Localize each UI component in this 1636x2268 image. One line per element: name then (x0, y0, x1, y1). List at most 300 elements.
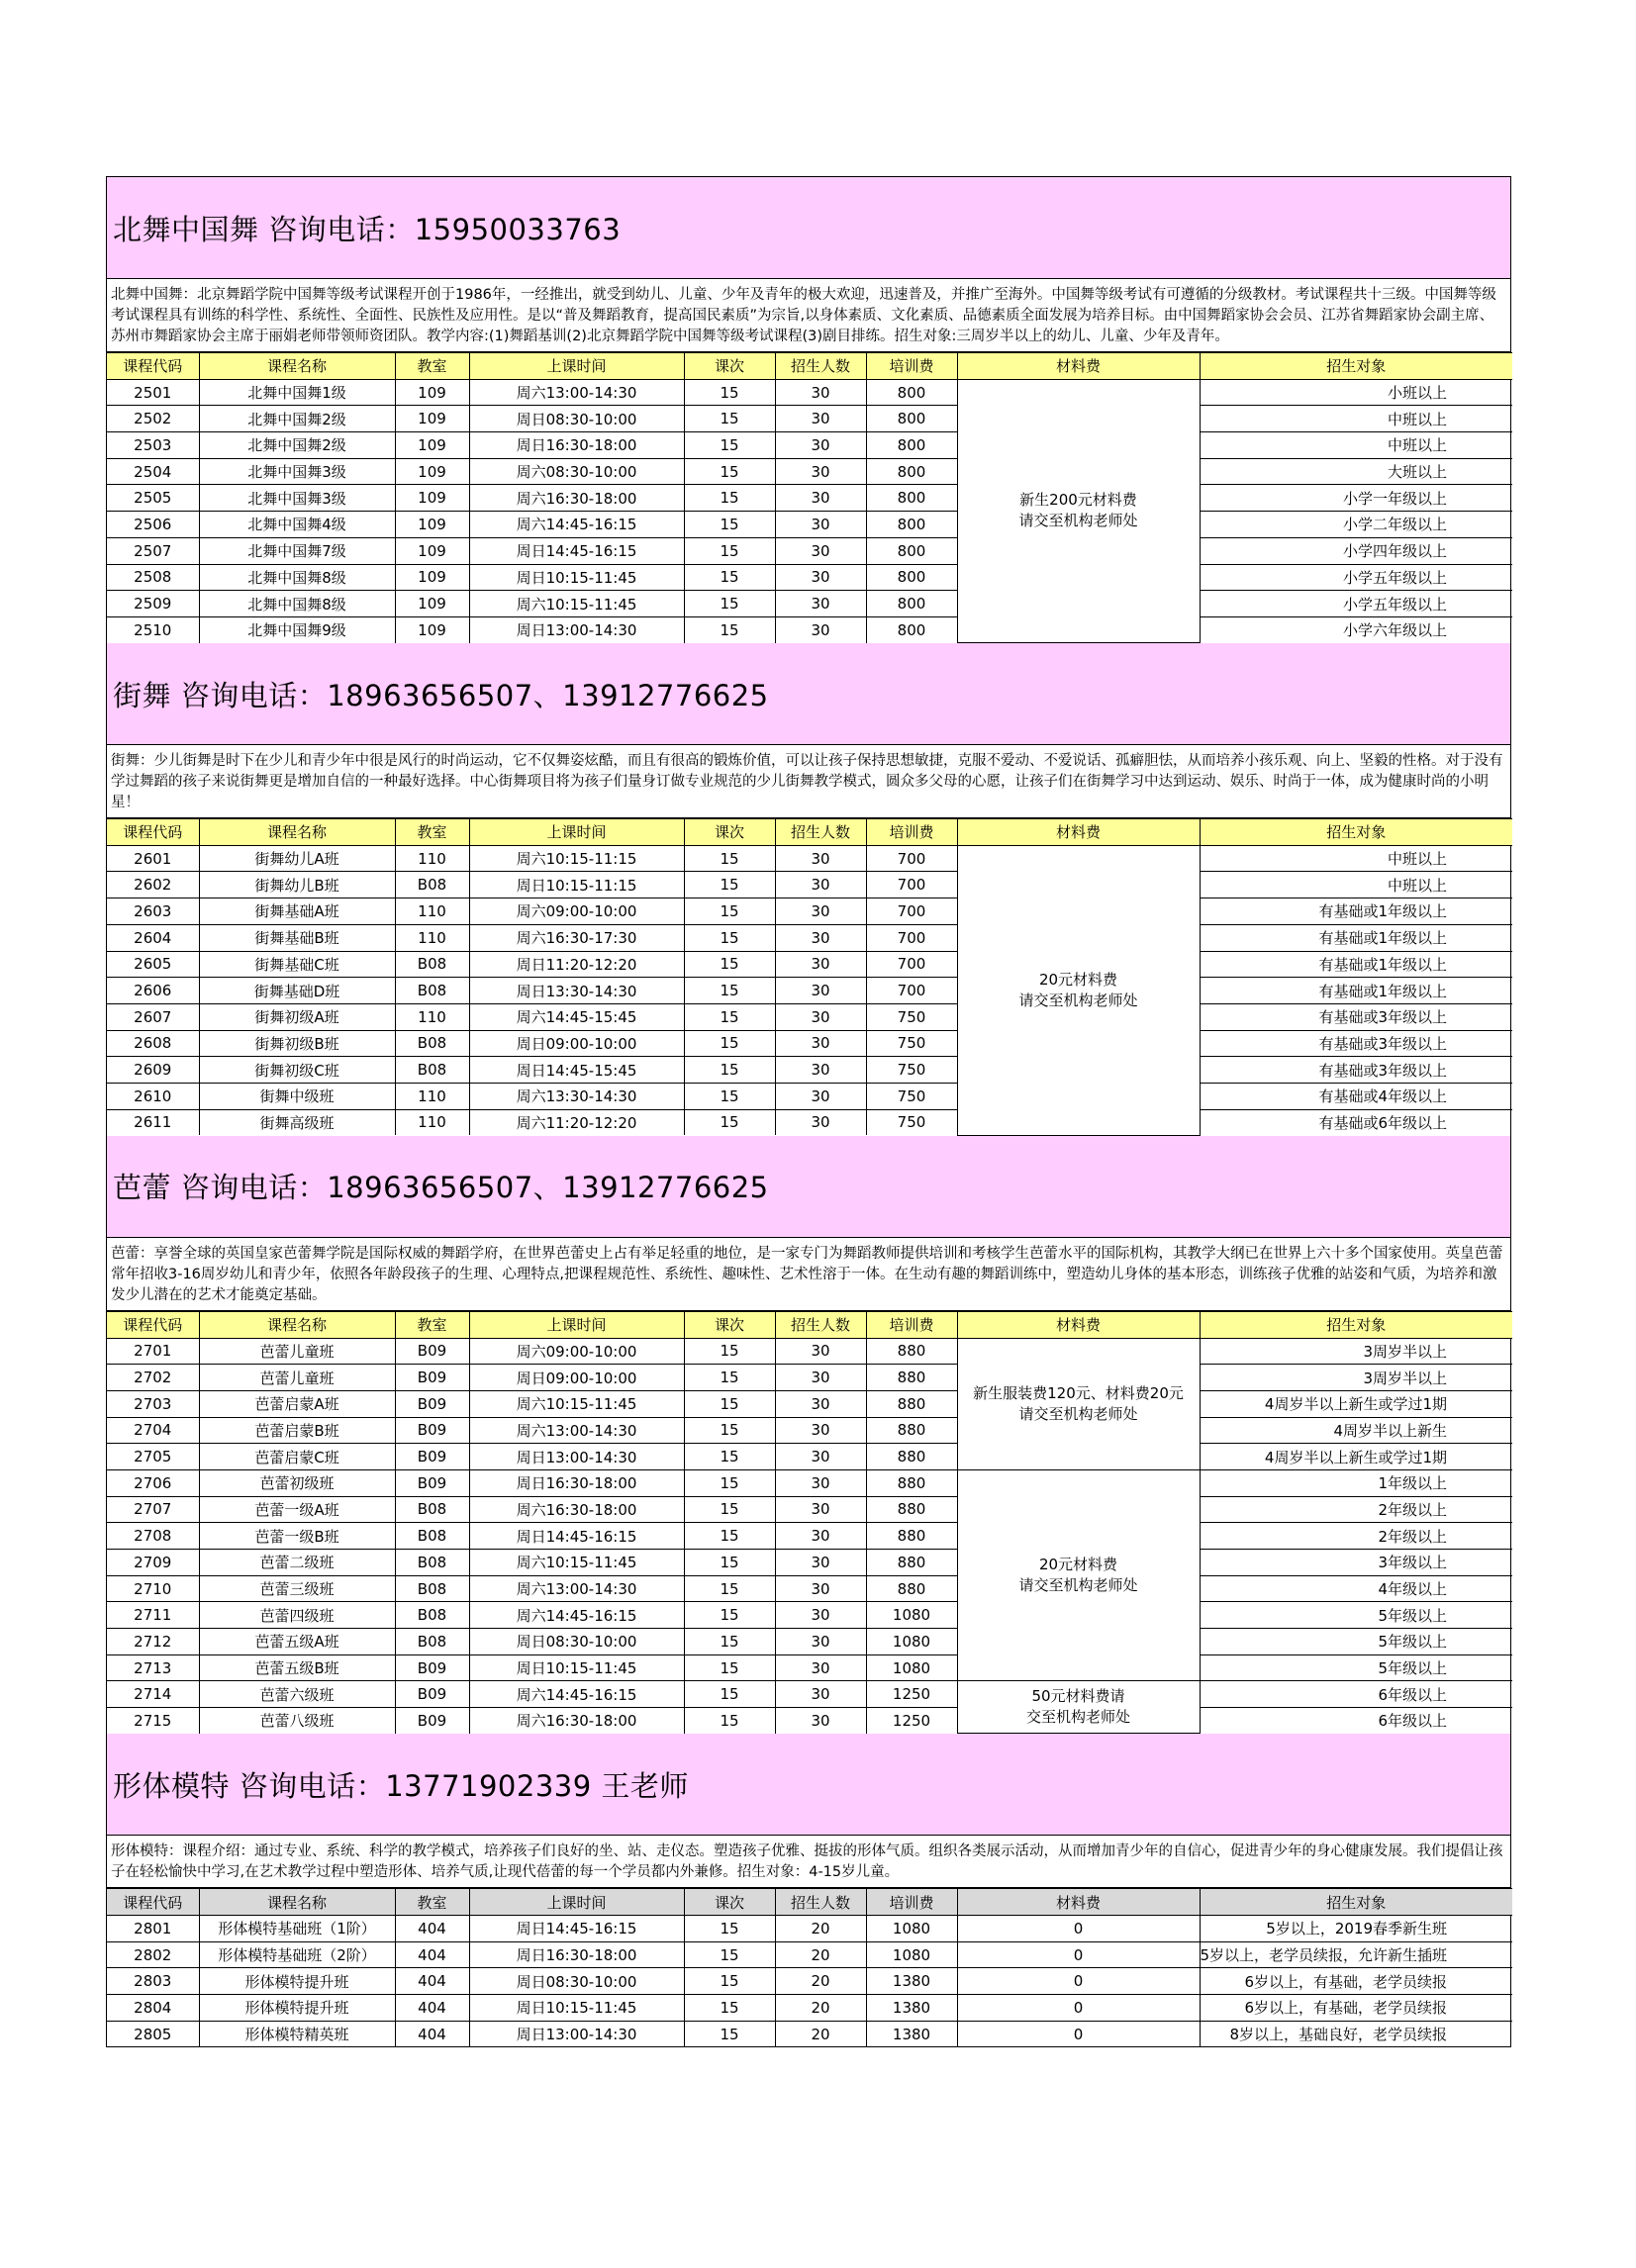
course-code: 2608 (107, 1030, 199, 1057)
course-code: 2713 (107, 1654, 199, 1681)
tuition-fee: 1380 (866, 2021, 957, 2046)
course-code: 2804 (107, 1995, 199, 2022)
classroom: B09 (395, 1444, 469, 1470)
table-row (107, 1654, 1512, 1681)
sessions: 15 (684, 1575, 775, 1602)
column-header: 招生人数 (775, 819, 866, 846)
enrollment: 30 (775, 1365, 866, 1391)
sessions: 15 (684, 1681, 775, 1708)
column-header: 培训费 (866, 1889, 957, 1916)
class-time: 周六16:30-18:00 (469, 485, 684, 512)
classroom: B09 (395, 1365, 469, 1391)
table-row (107, 485, 1512, 512)
course-code: 2502 (107, 406, 199, 432)
course-name: 北舞中国舞8级 (199, 591, 395, 617)
class-time: 周六13:30-14:30 (469, 1083, 684, 1109)
sessions: 15 (684, 1083, 775, 1109)
classroom: 109 (395, 616, 469, 642)
material-fee: 0 (957, 1941, 1200, 1968)
course-name: 街舞初级A班 (199, 1003, 395, 1030)
section-title: 芭蕾 咨询电话：18963656507、13912776625 (107, 1136, 1510, 1238)
material-fee-line: 新生200元材料费 (1019, 491, 1137, 510)
course-name: 街舞中级班 (199, 1083, 395, 1109)
enrollment: 30 (775, 564, 866, 591)
column-header: 招生人数 (775, 353, 866, 380)
tuition-fee: 1250 (866, 1708, 957, 1734)
classroom: B08 (395, 1629, 469, 1655)
enrollment: 30 (775, 432, 866, 459)
course-code: 2605 (107, 951, 199, 978)
target-students: 小学四年级以上 (1200, 537, 1512, 564)
target-students: 3年级以上 (1200, 1550, 1512, 1576)
target-students: 2年级以上 (1200, 1523, 1512, 1550)
class-time: 周六10:15-11:45 (469, 1390, 684, 1417)
material-fee-line: 新生服装费120元、材料费20元 (973, 1383, 1184, 1402)
target-students: 有基础或1年级以上 (1200, 924, 1512, 951)
column-header: 课程代码 (107, 819, 199, 846)
column-header: 材料费 (957, 819, 1200, 846)
table-row (107, 1995, 1512, 2022)
enrollment: 30 (775, 406, 866, 432)
classroom: B08 (395, 1602, 469, 1629)
classroom: B08 (395, 1496, 469, 1523)
class-time: 周日08:30-10:00 (469, 1968, 684, 1995)
classroom: B08 (395, 1030, 469, 1057)
table-row (107, 1390, 1512, 1417)
course-name: 芭蕾启蒙C班 (199, 1444, 395, 1470)
course-code: 2801 (107, 1916, 199, 1942)
column-header: 招生对象 (1200, 819, 1512, 846)
course-code: 2802 (107, 1941, 199, 1968)
tuition-fee: 700 (866, 845, 957, 872)
enrollment: 30 (775, 1496, 866, 1523)
column-header: 上课时间 (469, 1311, 684, 1338)
classroom: 110 (395, 1109, 469, 1135)
column-header: 教室 (395, 1311, 469, 1338)
tuition-fee: 750 (866, 1003, 957, 1030)
enrollment: 30 (775, 1523, 866, 1550)
course-code: 2709 (107, 1550, 199, 1576)
column-header: 教室 (395, 1889, 469, 1916)
table-row (107, 1708, 1512, 1734)
target-students: 6年级以上 (1200, 1708, 1512, 1734)
course-name: 芭蕾儿童班 (199, 1365, 395, 1391)
class-time: 周日16:30-18:00 (469, 1941, 684, 1968)
sessions: 15 (684, 1417, 775, 1444)
column-header: 课程代码 (107, 1889, 199, 1916)
table-row (107, 1941, 1512, 1968)
classroom: 109 (395, 512, 469, 538)
target-students: 1年级以上 (1200, 1469, 1512, 1496)
enrollment: 20 (775, 2021, 866, 2046)
course-name: 街舞幼儿B班 (199, 872, 395, 898)
course-table (107, 352, 1512, 643)
enrollment: 30 (775, 1681, 866, 1708)
target-students: 8岁以上，基础良好，老学员续报 (1200, 2021, 1512, 2046)
material-fee-line: 20元材料费 (1038, 970, 1118, 989)
tuition-fee: 880 (866, 1469, 957, 1496)
course-name: 形体模特提升班 (199, 1968, 395, 1995)
sessions: 15 (684, 845, 775, 872)
sessions: 15 (684, 1941, 775, 1968)
table-row (107, 537, 1512, 564)
tuition-fee: 800 (866, 591, 957, 617)
material-fee-line: 请交至机构老师处 (1018, 1404, 1138, 1423)
column-header: 课程名称 (199, 819, 395, 846)
section-intro: 芭蕾：享誉全球的英国皇家芭蕾舞学院是国际权威的舞蹈学府，在世界芭蕾史上占有举足轻重的地位，是一家专门为舞蹈教师提供培训和考核学生芭蕾水平的国际机构，其教学大纲已在世界上六十多个国家使用。英皇芭蕾常年招收3-16周岁幼儿和青少年，依照各年龄段孩子的生理、心理特点,把课程规范性、系统性、趣味性、艺术性溶于一体。在生动有趣的舞蹈训练中，塑造幼儿身体的基本形态，训练孩子优雅的站姿和气质，为培养和激发少儿潜在的艺术才能奠定基础。 (107, 1238, 1510, 1311)
column-header: 招生对象 (1200, 1311, 1512, 1338)
schedule-sheet (106, 176, 1511, 2047)
table-row (107, 1575, 1512, 1602)
column-header: 材料费 (957, 353, 1200, 380)
classroom: 404 (395, 2021, 469, 2046)
table-row (107, 1003, 1512, 1030)
course-name: 街舞高级班 (199, 1109, 395, 1135)
course-code: 2715 (107, 1708, 199, 1734)
classroom: 109 (395, 591, 469, 617)
target-students: 6岁以上，有基础，老学员续报 (1200, 1968, 1512, 1995)
course-name: 芭蕾四级班 (199, 1602, 395, 1629)
sessions: 15 (684, 1654, 775, 1681)
section-intro: 北舞中国舞：北京舞蹈学院中国舞等级考试课程开创于1986年，一经推出，就受到幼儿、儿童、少年及青年的极大欢迎，迅速普及，并推广至海外。中国舞等级考试有可遵循的分级教材。考试课程共十三级。中国舞等级考试课程具有训练的科学性、系统性、全面性、民族性及应用性。是以“普及舞蹈教育，提高国民素质”为宗旨,以身体素质、文化素质、品德素质全面发展为培养目标。由中国舞蹈家协会会员、江苏省舞蹈家协会副主席、苏州市舞蹈家协会主席于丽娟老师带领师资团队。教学内容:(1)舞蹈基训(2)北京舞蹈学院中国舞等级考试课程(3)剧目排练。招生对象:三周岁半以上的幼儿、儿童、少年及青年。 (107, 279, 1510, 352)
sessions: 15 (684, 872, 775, 898)
target-students: 小学五年级以上 (1200, 564, 1512, 591)
course-code: 2707 (107, 1496, 199, 1523)
target-students: 小学一年级以上 (1200, 485, 1512, 512)
enrollment: 30 (775, 1390, 866, 1417)
sessions: 15 (684, 1469, 775, 1496)
class-time: 周日14:45-15:45 (469, 1057, 684, 1084)
table-row (107, 1496, 1512, 1523)
course-table (107, 1311, 1512, 1735)
course-code: 2607 (107, 1003, 199, 1030)
sessions: 15 (684, 1708, 775, 1734)
course-code: 2703 (107, 1390, 199, 1417)
course-name: 北舞中国舞7级 (199, 537, 395, 564)
class-time: 周日10:15-11:45 (469, 1654, 684, 1681)
header-row (107, 353, 1512, 380)
target-students: 有基础或3年级以上 (1200, 1003, 1512, 1030)
course-code: 2503 (107, 432, 199, 459)
target-students: 小学六年级以上 (1200, 616, 1512, 642)
target-students: 3周岁半以上 (1200, 1338, 1512, 1365)
sessions: 15 (684, 537, 775, 564)
target-students: 大班以上 (1200, 458, 1512, 485)
enrollment: 30 (775, 978, 866, 1004)
column-header: 培训费 (866, 819, 957, 846)
course-section (106, 1136, 1511, 1735)
table-row (107, 1338, 1512, 1365)
class-time: 周日08:30-10:00 (469, 406, 684, 432)
sessions: 15 (684, 1496, 775, 1523)
classroom: B09 (395, 1654, 469, 1681)
enrollment: 30 (775, 1057, 866, 1084)
target-students: 5年级以上 (1200, 1629, 1512, 1655)
section-intro: 街舞：少儿街舞是时下在少儿和青少年中很是风行的时尚运动，它不仅舞姿炫酷，而且有很高的锻炼价值，可以让孩子保持思想敏捷，克服不爱动、不爱说话、孤癖胆怯，从而培养小孩乐观、向上、坚毅的性格。对于没有学过舞蹈的孩子来说街舞更是增加自信的一种最好选择。中心街舞项目将为孩子们量身订做专业规范的少儿街舞教学模式，圆众多父母的心愿，让孩子们在街舞学习中达到运动、娱乐、时尚于一体，成为健康时尚的小明星！ (107, 745, 1510, 818)
section-title: 街舞 咨询电话：18963656507、13912776625 (107, 643, 1510, 745)
target-students: 有基础或3年级以上 (1200, 1030, 1512, 1057)
tuition-fee: 880 (866, 1417, 957, 1444)
column-header: 材料费 (957, 1311, 1200, 1338)
class-time: 周日16:30-18:00 (469, 1469, 684, 1496)
classroom: B08 (395, 1057, 469, 1084)
table-row (107, 1057, 1512, 1084)
class-time: 周六09:00-10:00 (469, 898, 684, 925)
course-code: 2602 (107, 872, 199, 898)
material-fee: 0 (957, 1995, 1200, 2022)
material-fee (957, 1469, 1200, 1681)
sessions: 15 (684, 1109, 775, 1135)
course-name: 北舞中国舞2级 (199, 432, 395, 459)
target-students: 有基础或1年级以上 (1200, 978, 1512, 1004)
course-name: 街舞基础D班 (199, 978, 395, 1004)
course-name: 北舞中国舞4级 (199, 512, 395, 538)
course-name: 芭蕾启蒙A班 (199, 1390, 395, 1417)
sessions: 15 (684, 1003, 775, 1030)
course-code: 2610 (107, 1083, 199, 1109)
classroom: 110 (395, 924, 469, 951)
tuition-fee: 800 (866, 458, 957, 485)
tuition-fee: 750 (866, 1030, 957, 1057)
column-header: 培训费 (866, 353, 957, 380)
target-students: 5岁以上，2019春季新生班 (1200, 1916, 1512, 1942)
enrollment: 30 (775, 1629, 866, 1655)
material-fee: 0 (957, 2021, 1200, 2046)
tuition-fee: 800 (866, 564, 957, 591)
sessions: 15 (684, 1995, 775, 2022)
enrollment: 20 (775, 1968, 866, 1995)
table-row (107, 564, 1512, 591)
classroom: B08 (395, 1575, 469, 1602)
classroom: 404 (395, 1941, 469, 1968)
table-row (107, 1417, 1512, 1444)
course-code: 2705 (107, 1444, 199, 1470)
sessions: 15 (684, 591, 775, 617)
column-header: 课程代码 (107, 1311, 199, 1338)
tuition-fee: 1380 (866, 1968, 957, 1995)
class-time: 周六16:30-17:30 (469, 924, 684, 951)
course-code: 2803 (107, 1968, 199, 1995)
target-students: 有基础或6年级以上 (1200, 1109, 1512, 1135)
column-header: 课次 (684, 1889, 775, 1916)
class-time: 周六08:30-10:00 (469, 458, 684, 485)
course-name: 北舞中国舞1级 (199, 379, 395, 406)
column-header: 招生对象 (1200, 353, 1512, 380)
enrollment: 30 (775, 485, 866, 512)
table-row (107, 1968, 1512, 1995)
course-code: 2501 (107, 379, 199, 406)
target-students: 2年级以上 (1200, 1496, 1512, 1523)
tuition-fee: 700 (866, 951, 957, 978)
classroom: B08 (395, 951, 469, 978)
tuition-fee: 750 (866, 1109, 957, 1135)
table-row (107, 379, 1512, 406)
course-code: 2708 (107, 1523, 199, 1550)
course-name: 街舞基础B班 (199, 924, 395, 951)
class-time: 周日14:45-16:15 (469, 1916, 684, 1942)
target-students: 4周岁半以上新生 (1200, 1417, 1512, 1444)
classroom: B09 (395, 1338, 469, 1365)
material-fee-line: 请交至机构老师处 (1018, 512, 1138, 530)
classroom: B08 (395, 978, 469, 1004)
course-code: 2601 (107, 845, 199, 872)
class-time: 周六16:30-18:00 (469, 1708, 684, 1734)
sessions: 15 (684, 406, 775, 432)
target-students: 有基础或1年级以上 (1200, 951, 1512, 978)
column-header: 课程名称 (199, 353, 395, 380)
target-students: 小学五年级以上 (1200, 591, 1512, 617)
class-time: 周日09:00-10:00 (469, 1030, 684, 1057)
table-row (107, 951, 1512, 978)
class-time: 周六10:15-11:15 (469, 845, 684, 872)
tuition-fee: 800 (866, 406, 957, 432)
table-row (107, 1109, 1512, 1135)
column-header: 课程名称 (199, 1311, 395, 1338)
target-students: 小学二年级以上 (1200, 512, 1512, 538)
material-fee (957, 379, 1200, 642)
enrollment: 30 (775, 1444, 866, 1470)
table-row (107, 1629, 1512, 1655)
enrollment: 20 (775, 1995, 866, 2022)
table-row (107, 872, 1512, 898)
column-header: 上课时间 (469, 353, 684, 380)
sessions: 15 (684, 616, 775, 642)
header-row (107, 1889, 1512, 1916)
course-name: 芭蕾启蒙B班 (199, 1417, 395, 1444)
tuition-fee: 880 (866, 1390, 957, 1417)
enrollment: 30 (775, 1003, 866, 1030)
course-name: 街舞基础C班 (199, 951, 395, 978)
column-header: 培训费 (866, 1311, 957, 1338)
course-code: 2606 (107, 978, 199, 1004)
sessions: 15 (684, 1523, 775, 1550)
enrollment: 30 (775, 616, 866, 642)
course-name: 形体模特提升班 (199, 1995, 395, 2022)
enrollment: 30 (775, 1083, 866, 1109)
tuition-fee: 1080 (866, 1602, 957, 1629)
target-students: 5年级以上 (1200, 1654, 1512, 1681)
table-row (107, 1523, 1512, 1550)
course-section (106, 176, 1511, 643)
course-name: 形体模特基础班（1阶） (199, 1916, 395, 1942)
enrollment: 30 (775, 1654, 866, 1681)
tuition-fee: 1080 (866, 1941, 957, 1968)
class-time: 周六14:45-16:15 (469, 512, 684, 538)
classroom: B09 (395, 1417, 469, 1444)
table-row (107, 406, 1512, 432)
section-intro: 形体模特：课程介绍：通过专业、系统、科学的教学模式，培养孩子们良好的坐、站、走仪态。塑造孩子优雅、挺拔的形体气质。组织各类展示活动，从而增加青少年的自信心，促进青少年的身心健康发展。我们提倡让孩子在轻松愉快中学习,在艺术教学过程中塑造形体、培养气质,让现代蓓蕾的每一个学员都内外兼修。招生对象：4-15岁儿童。 (107, 1836, 1510, 1888)
course-code: 2505 (107, 485, 199, 512)
material-fee (957, 1681, 1200, 1734)
column-header: 课次 (684, 1311, 775, 1338)
course-name: 芭蕾儿童班 (199, 1338, 395, 1365)
target-students: 有基础或4年级以上 (1200, 1083, 1512, 1109)
classroom: 110 (395, 845, 469, 872)
enrollment: 30 (775, 898, 866, 925)
tuition-fee: 800 (866, 537, 957, 564)
tuition-fee: 700 (866, 872, 957, 898)
course-name: 芭蕾三级班 (199, 1575, 395, 1602)
table-row (107, 1030, 1512, 1057)
class-time: 周日13:30-14:30 (469, 978, 684, 1004)
class-time: 周日10:15-11:45 (469, 1995, 684, 2022)
column-header: 招生人数 (775, 1889, 866, 1916)
column-header: 上课时间 (469, 1889, 684, 1916)
column-header: 课程代码 (107, 353, 199, 380)
table-row (107, 1469, 1512, 1496)
enrollment: 30 (775, 379, 866, 406)
target-students: 5岁以上，老学员续报，允许新生插班 (1200, 1941, 1512, 1968)
course-name: 芭蕾二级班 (199, 1550, 395, 1576)
table-row (107, 1681, 1512, 1708)
tuition-fee: 1080 (866, 1654, 957, 1681)
sessions: 15 (684, 898, 775, 925)
class-time: 周日14:45-16:15 (469, 537, 684, 564)
tuition-fee: 700 (866, 924, 957, 951)
course-name: 街舞基础A班 (199, 898, 395, 925)
enrollment: 20 (775, 1916, 866, 1942)
course-code: 2714 (107, 1681, 199, 1708)
tuition-fee: 880 (866, 1365, 957, 1391)
target-students: 有基础或1年级以上 (1200, 898, 1512, 925)
tuition-fee: 700 (866, 978, 957, 1004)
table-row (107, 2021, 1512, 2046)
course-section (106, 1734, 1511, 2047)
course-name: 北舞中国舞9级 (199, 616, 395, 642)
target-students: 中班以上 (1200, 872, 1512, 898)
class-time: 周六14:45-16:15 (469, 1602, 684, 1629)
sessions: 15 (684, 564, 775, 591)
target-students: 小班以上 (1200, 379, 1512, 406)
material-fee-line: 交至机构老师处 (1025, 1708, 1130, 1727)
class-time: 周日16:30-18:00 (469, 432, 684, 459)
classroom: 109 (395, 432, 469, 459)
table-row (107, 432, 1512, 459)
enrollment: 30 (775, 845, 866, 872)
course-name: 芭蕾六级班 (199, 1681, 395, 1708)
course-name: 芭蕾一级A班 (199, 1496, 395, 1523)
course-code: 2704 (107, 1417, 199, 1444)
classroom: 109 (395, 537, 469, 564)
course-code: 2706 (107, 1469, 199, 1496)
class-time: 周六14:45-15:45 (469, 1003, 684, 1030)
sessions: 15 (684, 2021, 775, 2046)
sessions: 15 (684, 1365, 775, 1391)
column-header: 材料费 (957, 1889, 1200, 1916)
course-name: 街舞幼儿A班 (199, 845, 395, 872)
material-fee (957, 1338, 1200, 1469)
course-code: 2611 (107, 1109, 199, 1135)
enrollment: 30 (775, 1708, 866, 1734)
class-time: 周六16:30-18:00 (469, 1496, 684, 1523)
table-row (107, 616, 1512, 642)
classroom: 404 (395, 1995, 469, 2022)
classroom: B08 (395, 872, 469, 898)
tuition-fee: 800 (866, 432, 957, 459)
column-header: 课程名称 (199, 1889, 395, 1916)
material-fee: 0 (957, 1968, 1200, 1995)
course-name: 形体模特基础班（2阶） (199, 1941, 395, 1968)
tuition-fee: 1080 (866, 1916, 957, 1942)
classroom: B08 (395, 1550, 469, 1576)
enrollment: 30 (775, 1602, 866, 1629)
tuition-fee: 700 (866, 898, 957, 925)
classroom: 110 (395, 1083, 469, 1109)
tuition-fee: 880 (866, 1496, 957, 1523)
classroom: 404 (395, 1968, 469, 1995)
course-name: 芭蕾五级A班 (199, 1629, 395, 1655)
course-code: 2609 (107, 1057, 199, 1084)
